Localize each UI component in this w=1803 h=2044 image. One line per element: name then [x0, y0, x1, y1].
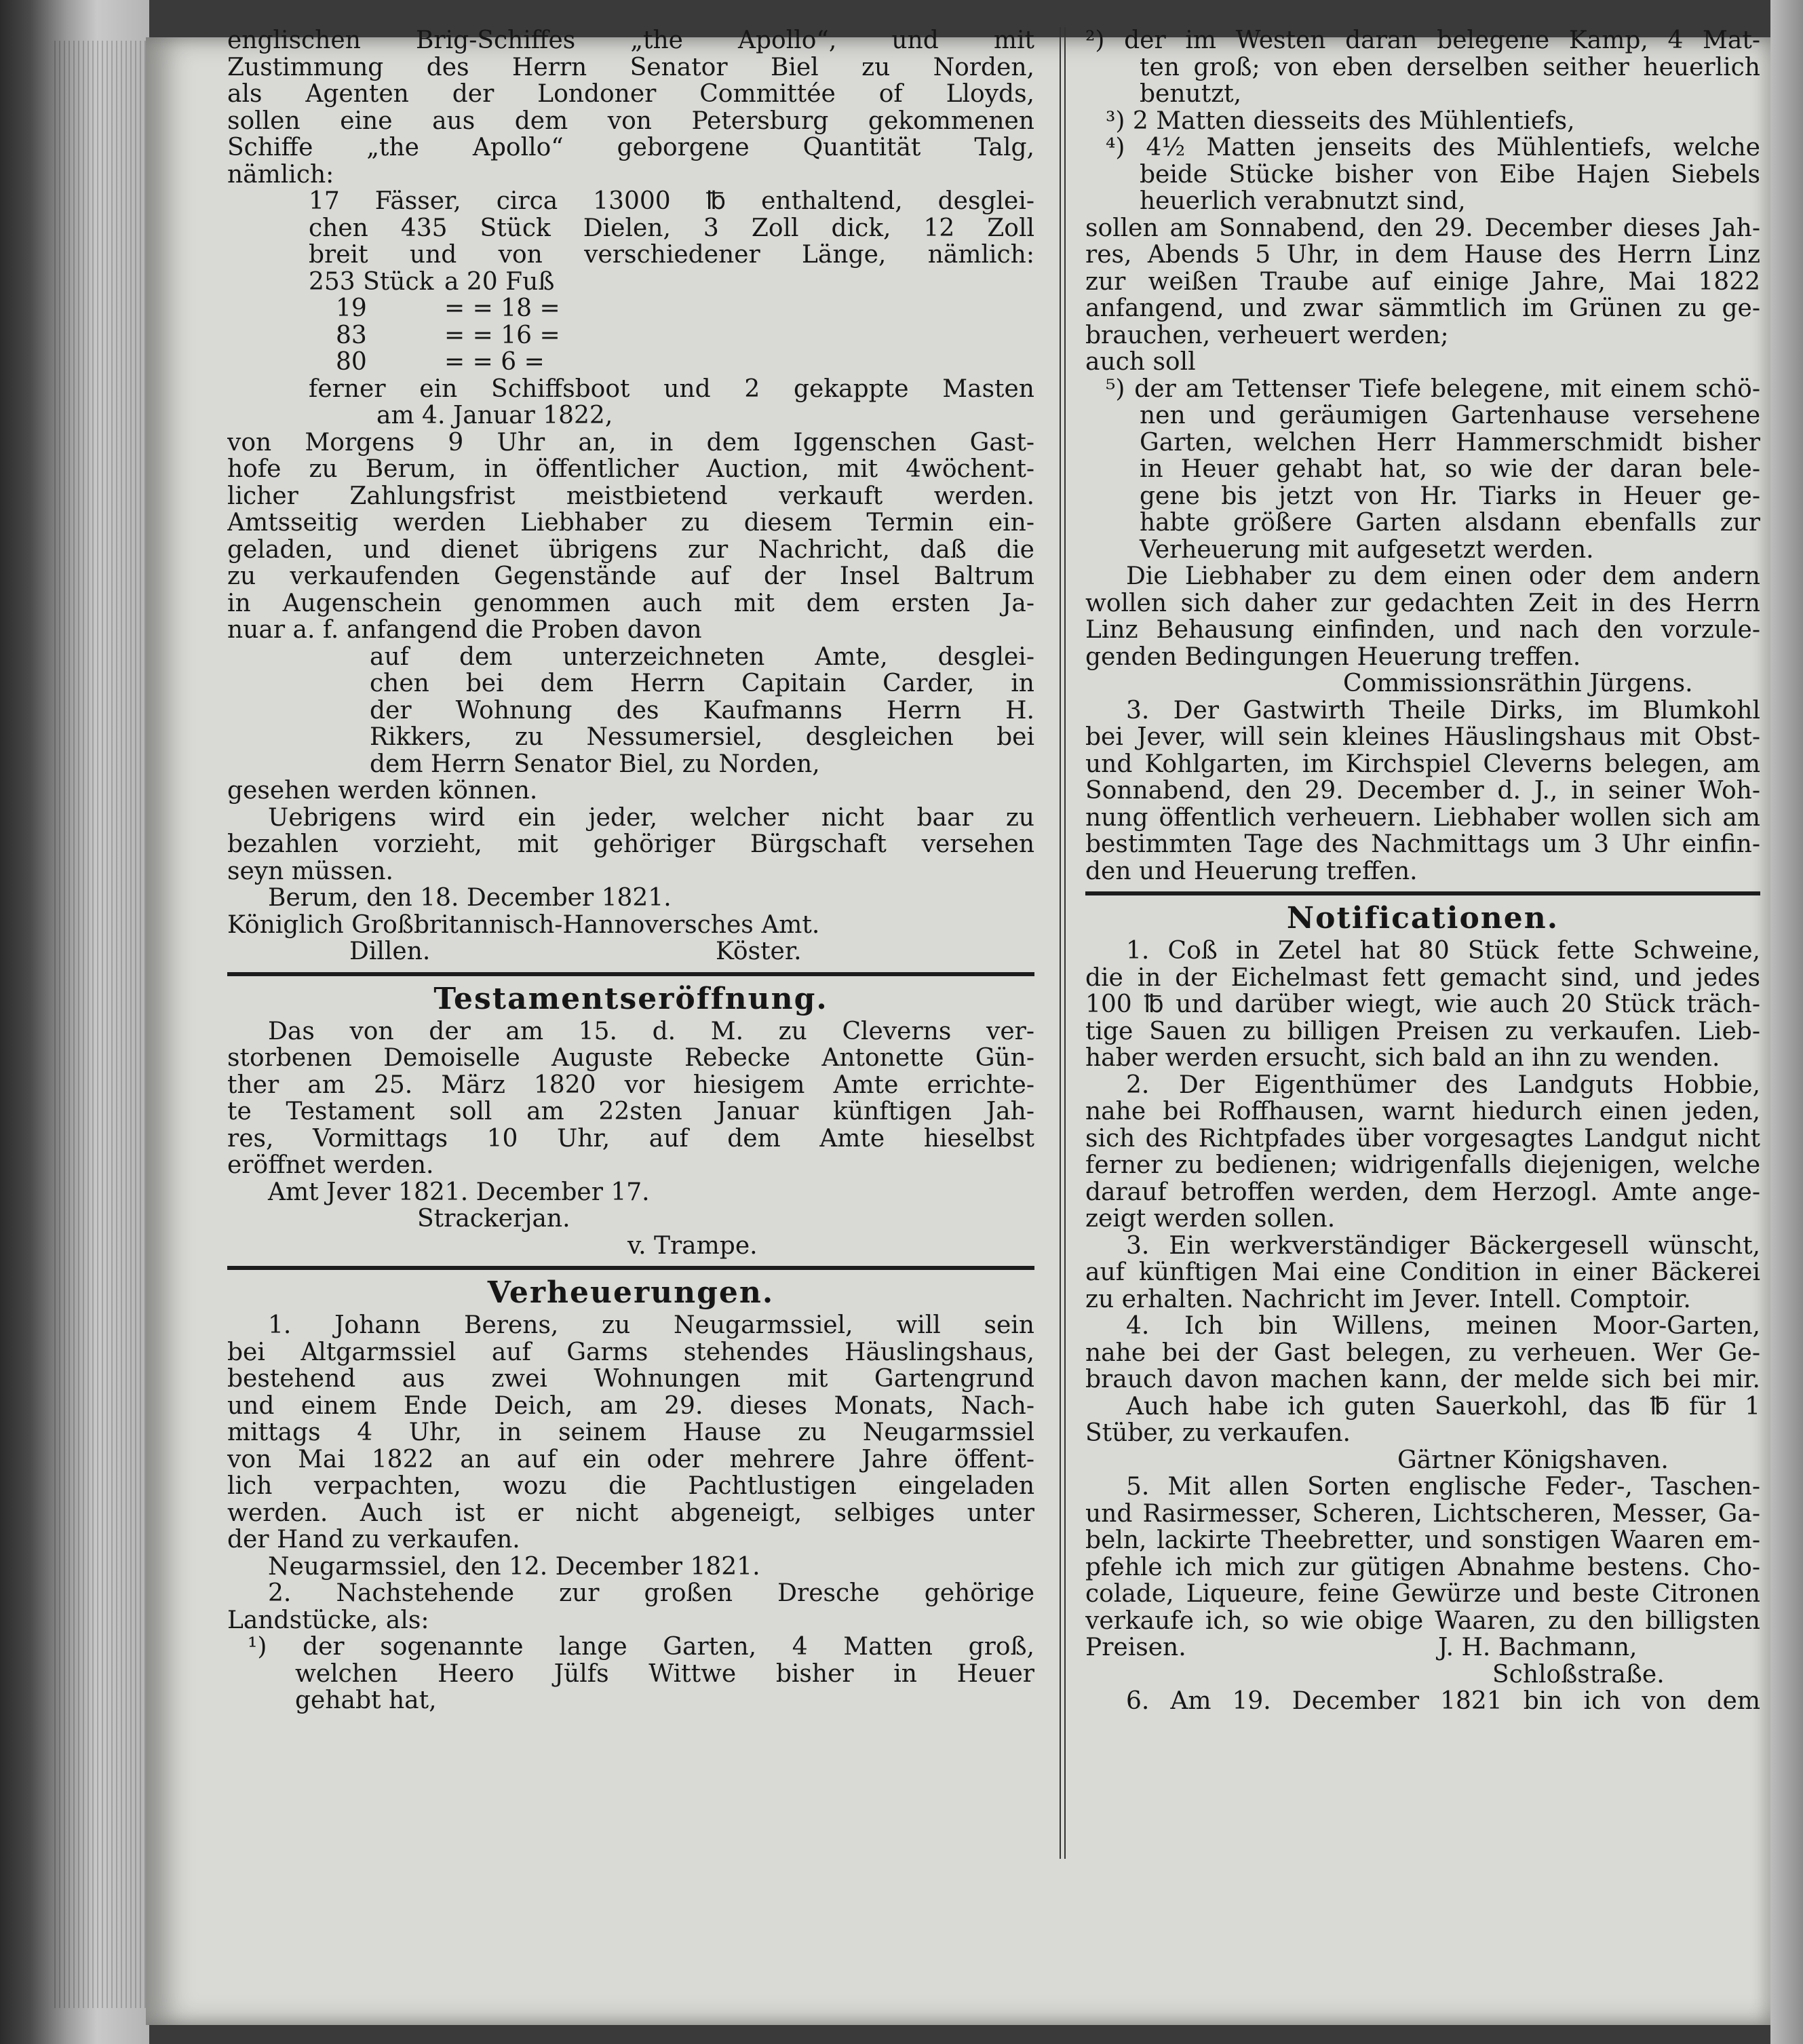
text-line: Auch habe ich guten Sauerkohl, das ℔ für 1 [1126, 1393, 1760, 1420]
place-date: Berum, den 18. December 1821. [268, 885, 672, 912]
signer: v. Trampe. [627, 1232, 758, 1259]
text-line: in Heuer gehabt hat, so wie der daran bele- [1140, 456, 1760, 483]
text-line: habte größere Garten alsdann ebenfalls zur [1140, 509, 1760, 537]
text-line: ferner zu bedienen; widrigenfalls diejenigen, welche [1085, 1152, 1760, 1179]
text-line: nuar a. f. anfangend die Proben davon [227, 617, 702, 644]
text-line: auf dem unterzeichneten Amte, desglei- [370, 643, 1034, 670]
text-line: anfangend, und zwar sämmtlich im Grünen zu ge- [1085, 295, 1760, 322]
notification-5 [1085, 1473, 1760, 1688]
text-line: von Mai 1822 an auf ein oder mehrere Jahre öffent- [227, 1446, 1034, 1473]
text-line: dem Herrn Senator Biel, zu Norden, [370, 750, 820, 777]
signature-line [1085, 1634, 1760, 1661]
text-line: genden Bedingungen Heuerung treffen. [1085, 643, 1581, 670]
text-line: heuerlich verabnutzt sind, [1140, 188, 1466, 215]
facing-page-edge [1770, 0, 1803, 2044]
text-line: und Rasirmesser, Scheren, Lichtscheren, Messer, Ga- [1085, 1500, 1760, 1527]
text-line: seyn müssen. [227, 857, 393, 885]
plank-length: = = 16 = [444, 322, 560, 349]
text-line: Garten, welchen Herr Hammerschmidt bisher [1140, 429, 1760, 456]
notification-4 [1085, 1313, 1760, 1473]
text-line: te Testament soll am 22sten Januar künftigen Jah- [227, 1098, 1034, 1125]
text-line: ferner ein Schiffsboot und 2 gekappte Masten [309, 375, 1034, 402]
text-line: werden. Auch ist er nicht abgeneigt, selbiges unter [227, 1499, 1034, 1526]
text-line: Uebrigens wird ein jeder, welcher nicht baar zu [268, 804, 1034, 831]
verheuerung-3 [1085, 697, 1760, 885]
plank-row [227, 269, 1034, 296]
section-rule [227, 972, 1034, 976]
text-line: als Agenten der Londoner Committée of Lloyds, [227, 81, 1034, 108]
text-line: wollen sich daher zur gedachten Zeit in des Herrn [1085, 590, 1760, 617]
right-column [1085, 27, 1760, 1715]
text-line: haber werden ersucht, sich bald an ihn zu wenden. [1085, 1045, 1720, 1072]
text-line: ¹) der sogenannte lange Garten, 4 Matten groß, [248, 1634, 1034, 1661]
place-date: Neugarmssiel, den 12. December 1821. [268, 1553, 760, 1580]
text-line: Rikkers, zu Nessumersiel, desgleichen bei [370, 724, 1034, 751]
text-line: res, Abends 5 Uhr, in dem Hause des Herrn Linz [1085, 242, 1760, 269]
text-line: gene bis jetzt von Hr. Tiarks in Heuer ge- [1140, 482, 1760, 509]
text-line: und Kohlgarten, im Kirchspiel Cleverns belegen, am [1085, 750, 1760, 777]
text-line: auf künftigen Mai eine Condition in einer Bäckerei [1085, 1259, 1760, 1286]
text-line: eröffnet werden. [227, 1152, 434, 1179]
signature-line [227, 938, 1034, 965]
text-line: welchen Heero Jülfs Wittwe bisher in Heuer [295, 1660, 1034, 1687]
text-line: ⁵) der am Tettenser Tiefe belegene, mit einem schö- [1106, 375, 1760, 402]
text-line: Stüber, zu verkaufen. [1085, 1420, 1351, 1447]
verheuerung-1 [227, 1312, 1034, 1580]
text-line: nung öffentlich verheuern. Liebhaber wollen sich am [1085, 804, 1760, 831]
notification-2 [1085, 1072, 1760, 1233]
text-line: nahe bei Roffhausen, warnt hiedurch einen jeden, [1085, 1098, 1760, 1125]
text-line: auch soll [1085, 349, 1196, 376]
text-line: tige Sauen zu billigen Preisen zu verkaufen. Lieb- [1085, 1018, 1760, 1045]
notification-6: 6. Am 19. December 1821 bin ich von dem [1126, 1688, 1760, 1715]
text-line: zeigt werden sollen. [1085, 1206, 1336, 1233]
notification-1 [1085, 938, 1760, 1072]
text-line: 1. Coß in Zetel hat 80 Stück fette Schweine, [1126, 938, 1760, 965]
issuing-authority: Königlich Großbritannisch-Hannoversches Amt. [227, 911, 820, 938]
text-line: bestimmten Tage des Nachmittags um 3 Uhr einfin- [1085, 831, 1760, 858]
plank-table [227, 269, 1034, 376]
text-line: 2. Nachstehende zur großen Dresche gehörige [268, 1580, 1034, 1607]
plank-length: = = 6 = [444, 349, 545, 376]
text-line: von Morgens 9 Uhr an, in dem Iggenschen Gast- [227, 429, 1034, 456]
text-line: breit und von verschiedener Länge, nämlich: [309, 242, 1034, 269]
plank-length: a 20 Fuß [444, 268, 555, 295]
plank-count: 19 [336, 295, 367, 322]
verheuerung-2-continued [1085, 27, 1760, 697]
text-line: sollen am Sonnabend, den 29. December dieses Jah- [1085, 214, 1760, 242]
text-line: Schiffe „the Apollo“ geborgene Quantität Talg, [227, 134, 1034, 161]
text-line: bezahlen vorzieht, mit gehöriger Bürgschaft versehen [227, 831, 1034, 858]
text-line: 4. Ich bin Willens, meinen Moor-Garten, [1126, 1313, 1760, 1340]
plank-length: = = 18 = [444, 295, 560, 322]
text-line: gesehen werden können. [227, 777, 538, 805]
text-line: licher Zahlungsfrist meistbietend verkauft werden. [227, 482, 1034, 509]
text-line: Das von der am 15. d. M. zu Cleverns ver- [268, 1018, 1034, 1045]
text-line: 17 Fässer, circa 13000 ℔ enthaltend, desglei- [309, 188, 1034, 215]
text-line: verkaufe ich, so wie obige Waaren, zu den billigsten [1085, 1607, 1760, 1634]
plank-count: 80 [336, 349, 367, 376]
signer: Commissionsräthin Jürgens. [1343, 670, 1693, 697]
text-line: gehabt hat, [295, 1687, 437, 1714]
plank-count: 83 [336, 322, 367, 349]
text-line: nahe bei der Gast belegen, zu verheuen. Wer Ge- [1085, 1339, 1760, 1366]
text-line: darauf betroffen werden, dem Herzogl. Amte ange- [1085, 1178, 1760, 1206]
text-line: Verheuerung mit aufgesetzt werden. [1140, 536, 1594, 563]
text-line: Landstücke, als: [227, 1606, 429, 1634]
text-line: bei Altgarmssiel auf Garms stehendes Häuslingshaus, [227, 1338, 1034, 1366]
auction-date: am 4. Januar 1822, [376, 402, 613, 429]
text-line: colade, Liqueure, feine Gewürze und beste Citronen [1085, 1581, 1760, 1608]
text-line: Preisen. [1085, 1634, 1186, 1661]
column-divider [1060, 27, 1066, 1859]
signer: J. H. Bachmann, [1438, 1634, 1637, 1661]
verheuerung-2 [227, 1580, 1034, 1714]
text-line: ⁴) 4½ Matten jenseits des Mühlentiefs, welche [1106, 134, 1760, 161]
left-column [227, 27, 1034, 1714]
text-line: beln, lackirte Theebretter, und sonstigen Waaren em- [1085, 1527, 1760, 1554]
text-line: 1. Johann Berens, zu Neugarmssiel, will sein [268, 1312, 1034, 1339]
text-line: 3. Der Gastwirth Theile Dirks, im Blumkohl [1126, 697, 1760, 724]
text-line: 2. Der Eigenthümer des Landguts Hobbie, [1126, 1071, 1760, 1098]
signer: Strackerjan. [417, 1206, 570, 1233]
text-line: Zustimmung des Herrn Senator Biel zu Norden, [227, 54, 1034, 81]
text-line: 3. Ein werkverständiger Bäckergesell wünscht, [1126, 1232, 1760, 1259]
text-line: ²) der im Westen daran belegene Kamp, 4 Mat- [1085, 27, 1760, 54]
text-line: zur weißen Traube auf einige Jahre, Mai 1822 [1085, 268, 1760, 295]
text-line: der Wohnung des Kaufmanns Herrn H. [370, 697, 1034, 724]
text-line: zu erhalten. Nachricht im Jever. Intell. Comptoir. [1085, 1286, 1691, 1313]
testament-notice [227, 1018, 1034, 1260]
text-line: ten groß; von eben derselben seither heuerlich [1140, 54, 1760, 81]
text-line: bestehend aus zwei Wohnungen mit Gartengrund [227, 1366, 1034, 1393]
text-line: zu verkaufenden Gegenstände auf der Insel Baltrum [227, 563, 1034, 590]
plank-count: 253 Stück [309, 268, 434, 295]
text-line: pfehle ich mich zur gütigen Abnahme bestens. Cho- [1085, 1554, 1760, 1581]
signer-address: Schloßstraße. [1492, 1661, 1665, 1688]
section-rule [1085, 891, 1760, 895]
plank-row [227, 295, 1034, 322]
plank-row [227, 349, 1034, 376]
text-line: benutzt, [1140, 81, 1242, 108]
text-line: chen bei dem Herrn Capitain Carder, in [370, 670, 1034, 697]
notification-3 [1085, 1233, 1760, 1313]
text-line: der Hand zu verkaufen. [227, 1526, 520, 1554]
text-line: res, Vormittags 10 Uhr, auf dem Amte hieselbst [227, 1125, 1034, 1152]
book-page-edges [0, 0, 149, 2044]
text-line: bei Jever, will sein kleines Häuslingshaus mit Obst- [1085, 724, 1760, 751]
section-heading-testament: Testamentseröffnung. [433, 981, 828, 1016]
text-line: englischen Brig-Schiffes „the Apollo“, und mit [227, 27, 1034, 54]
text-line: 100 ℔ und darüber wiegt, wie auch 20 Stück träch- [1085, 991, 1760, 1018]
text-line: sollen eine aus dem von Petersburg gekommenen [227, 107, 1034, 134]
text-line: mittags 4 Uhr, in seinem Hause zu Neugarmssiel [227, 1419, 1034, 1446]
plank-row [227, 322, 1034, 349]
text-line: Sonnabend, den 29. December d. J., in seiner Woh- [1085, 777, 1760, 805]
signer: Köster. [716, 938, 802, 965]
place-date: Amt Jever 1821. December 17. [268, 1178, 650, 1206]
text-line: 5. Mit allen Sorten englische Feder-, Taschen- [1126, 1473, 1760, 1501]
text-line: sich des Richtpfades über vorgesagtes Landgut nicht [1085, 1125, 1760, 1152]
text-line: lich verpachten, wozu die Pachtlustigen eingeladen [227, 1473, 1034, 1500]
text-line: geladen, und dienet übrigens zur Nachricht, daß die [227, 536, 1034, 563]
signer: Gärtner Königshaven. [1397, 1446, 1669, 1473]
text-line: brauch davon machen kann, der melde sich bei mir. [1085, 1366, 1760, 1393]
section-heading-notificationen: Notificationen. [1286, 901, 1559, 936]
section-heading-verheuerungen: Verheuerungen. [487, 1275, 775, 1310]
text-line: nämlich: [227, 161, 334, 188]
apollo-notice [227, 27, 1034, 965]
text-line: storbenen Demoiselle Auguste Rebecke Antonette Gün- [227, 1045, 1034, 1072]
text-line: die in der Eichelmast fett gemacht sind, und jedes [1085, 964, 1760, 991]
text-line: und einem Ende Deich, am 29. dieses Monats, Nach- [227, 1392, 1034, 1419]
text-line: den und Heuerung treffen. [1085, 857, 1418, 885]
text-line: Amtsseitig werden Liebhaber zu diesem Termin ein- [227, 509, 1034, 537]
text-line: in Augenschein genommen auch mit dem ersten Ja- [227, 590, 1034, 617]
signer: Dillen. [349, 938, 431, 965]
text-line: chen 435 Stück Dielen, 3 Zoll dick, 12 Zoll [309, 214, 1034, 242]
text-line: Die Liebhaber zu dem einen oder dem andern [1126, 563, 1760, 590]
text-line: beide Stücke bisher von Eibe Hajen Siebels [1140, 161, 1760, 188]
text-line: Linz Behausung einfinden, und nach den vorzule- [1085, 617, 1760, 644]
text-line: nen und geräumigen Gartenhause versehene [1140, 402, 1760, 429]
text-line: hofe zu Berum, in öffentlicher Auction, mit 4wöchent- [227, 456, 1034, 483]
section-rule [227, 1266, 1034, 1270]
text-line: brauchen, verheuert werden; [1085, 322, 1449, 349]
text-line: ther am 25. März 1820 vor hiesigem Amte errichte- [227, 1071, 1034, 1098]
text-line: ³) 2 Matten diesseits des Mühlentiefs, [1106, 107, 1575, 134]
